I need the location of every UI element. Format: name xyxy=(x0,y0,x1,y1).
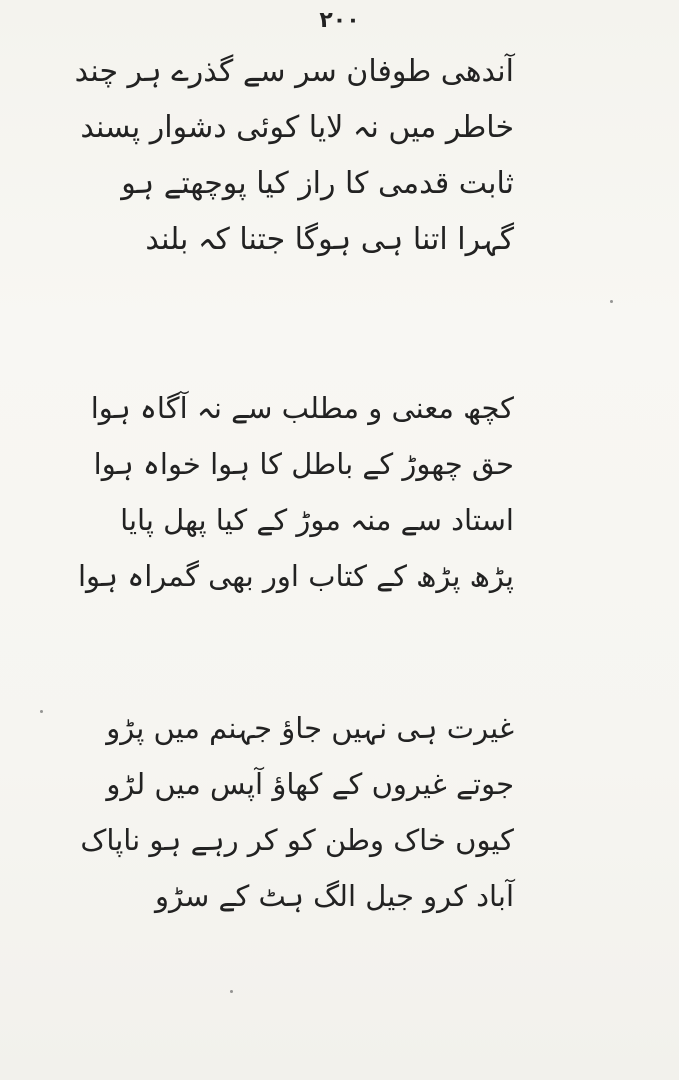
verse-line: آندھی طوفان سر سے گذرے ہر چند xyxy=(74,54,514,89)
page-number: ۲۰۰ xyxy=(319,8,360,33)
verse-line: کچھ معنی و مطلب سے نہ آگاہ ہوا xyxy=(90,391,514,425)
stanza-1 xyxy=(74,44,514,268)
verse-line: پڑھ پڑھ کے کتاب اور بھی گمراہ ہوا xyxy=(78,559,514,593)
paper-speck xyxy=(230,990,233,993)
verse-line: کیوں خاک وطن کو کر رہے ہو ناپاک xyxy=(80,823,514,857)
paper-speck xyxy=(40,710,43,713)
verse-line: گہرا اتنا ہی ہوگا جتنا کہ بلند xyxy=(145,222,514,257)
verse-line: غیرت ہی نہیں جاؤ جہنم میں پڑو xyxy=(106,711,514,745)
stanza-3 xyxy=(80,700,514,924)
verse-line: خاطر میں نہ لایا کوئی دشوار پسند xyxy=(80,110,514,145)
stanza-2 xyxy=(78,380,514,604)
verse-line: ثابت قدمی کا راز کیا پوچھتے ہو xyxy=(121,166,514,201)
verse-line: حق چھوڑ کے باطل کا ہوا خواہ ہوا xyxy=(93,447,514,481)
verse-line: جوتے غیروں کے کھاؤ آپس میں لڑو xyxy=(106,767,514,801)
paper-speck xyxy=(610,300,613,303)
verse-line: استاد سے منہ موڑ کے کیا پھل پایا xyxy=(120,503,514,537)
verse-line: آباد کرو جیل الگ ہٹ کے سڑو xyxy=(154,879,514,913)
